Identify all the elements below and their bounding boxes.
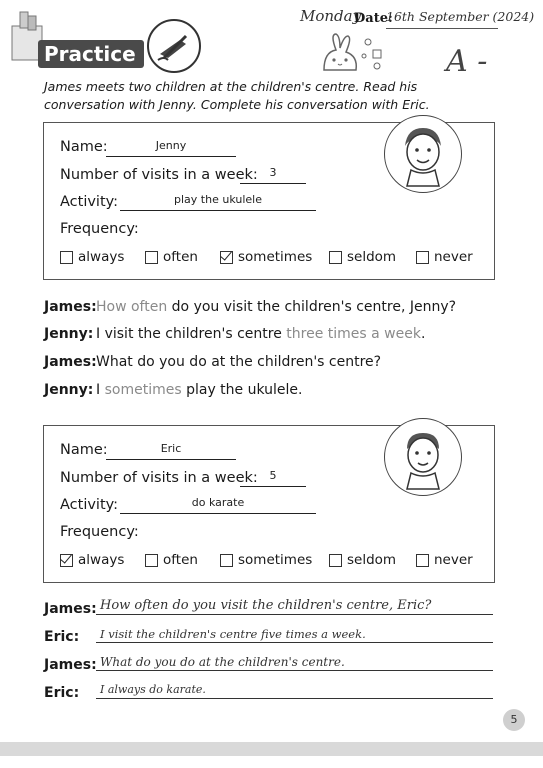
section-title: Practice: [38, 40, 144, 68]
child-face-icon: [385, 116, 461, 192]
option-sometimes[interactable]: sometimes: [220, 552, 312, 568]
name-line: [106, 156, 236, 157]
footer-bar: [0, 742, 543, 756]
day-text: Monday: [300, 7, 362, 25]
option-seldom[interactable]: seldom: [329, 552, 396, 568]
checkbox[interactable]: [145, 554, 158, 567]
child-face-icon: [385, 419, 461, 495]
answer-line: [96, 698, 493, 699]
activity-answer: play the ukulele: [174, 193, 262, 206]
checkbox-checked[interactable]: [60, 554, 73, 567]
checkbox[interactable]: [416, 251, 429, 264]
profile-card-jenny: [43, 122, 495, 280]
checkbox[interactable]: [329, 554, 342, 567]
answer-line: [96, 642, 493, 643]
profile-card-eric: [43, 425, 495, 583]
activity-label: Activity:: [60, 194, 119, 210]
checkbox-checked[interactable]: [220, 251, 233, 264]
option-often[interactable]: often: [145, 249, 198, 265]
writing-hand-icon: [146, 18, 202, 78]
name-answer: Eric: [160, 442, 182, 455]
dialogue1-line4: Jenny: I sometimes play the ukulele.: [44, 382, 303, 398]
dialogue1-line1: James:How often do you visit the children's centre, Jenny?: [44, 299, 457, 315]
checkbox[interactable]: [329, 251, 342, 264]
dialogue2-speaker4: Eric:: [44, 685, 80, 701]
name-answer: Jenny: [155, 139, 187, 152]
option-often[interactable]: often: [145, 552, 198, 568]
page-number-badge: 5: [503, 709, 525, 731]
name-line: [106, 459, 236, 460]
dialogue1-line3: James:What do you do at the children's centre?: [44, 354, 382, 370]
avatar-eric: [384, 418, 462, 496]
checkbox[interactable]: [145, 251, 158, 264]
option-never[interactable]: never: [416, 249, 473, 265]
dialogue2-speaker1: James:: [44, 601, 97, 617]
checkbox[interactable]: [60, 251, 73, 264]
answer-line: [96, 614, 493, 615]
date-label: Date:: [354, 11, 393, 26]
visits-answer: 3: [269, 166, 277, 179]
option-always[interactable]: always: [60, 552, 124, 568]
visits-label: Number of visits in a week:: [60, 167, 258, 183]
checkbox[interactable]: [220, 554, 233, 567]
activity-answer: do karate: [191, 496, 245, 509]
dialogue2-speaker2: Eric:: [44, 629, 80, 645]
activity-line: [120, 513, 316, 514]
visits-line: [240, 183, 306, 184]
name-label: Name:: [60, 139, 108, 155]
option-seldom[interactable]: seldom: [329, 249, 396, 265]
activity-line: [120, 210, 316, 211]
frequency-label: Frequency:: [60, 524, 139, 540]
dialogue2-answer4: I always do karate.: [100, 683, 206, 696]
frequency-label: Frequency:: [60, 221, 139, 237]
dialogue2-answer2: I visit the children's centre five times a week.: [100, 627, 366, 641]
instructions: James meets two children at the children's centre. Read his conversation with Jenny. Complete his conversation with Eric.: [44, 79, 430, 112]
name-label: Name:: [60, 442, 108, 458]
grade-mark: A -: [446, 44, 488, 79]
activity-label: Activity:: [60, 497, 119, 513]
date-value: 16th September (2024): [386, 9, 535, 24]
option-always[interactable]: always: [60, 249, 124, 265]
date-underline: [386, 28, 498, 29]
visits-answer: 5: [269, 469, 277, 482]
visits-line: [240, 486, 306, 487]
bunny-sticker-icon: [318, 30, 390, 80]
dialogue2-answer1: How often do you visit the children's centre, Eric?: [100, 598, 432, 613]
avatar-jenny: [384, 115, 462, 193]
visits-label: Number of visits in a week:: [60, 470, 258, 486]
option-never[interactable]: never: [416, 552, 473, 568]
dialogue2-speaker3: James:: [44, 657, 97, 673]
answer-line: [96, 670, 493, 671]
dialogue2-answer3: What do you do at the children's centre.: [100, 655, 345, 669]
checkbox[interactable]: [416, 554, 429, 567]
dialogue1-line2: Jenny: I visit the children's centre three times a week.: [44, 326, 426, 342]
option-sometimes[interactable]: sometimes: [220, 249, 312, 265]
